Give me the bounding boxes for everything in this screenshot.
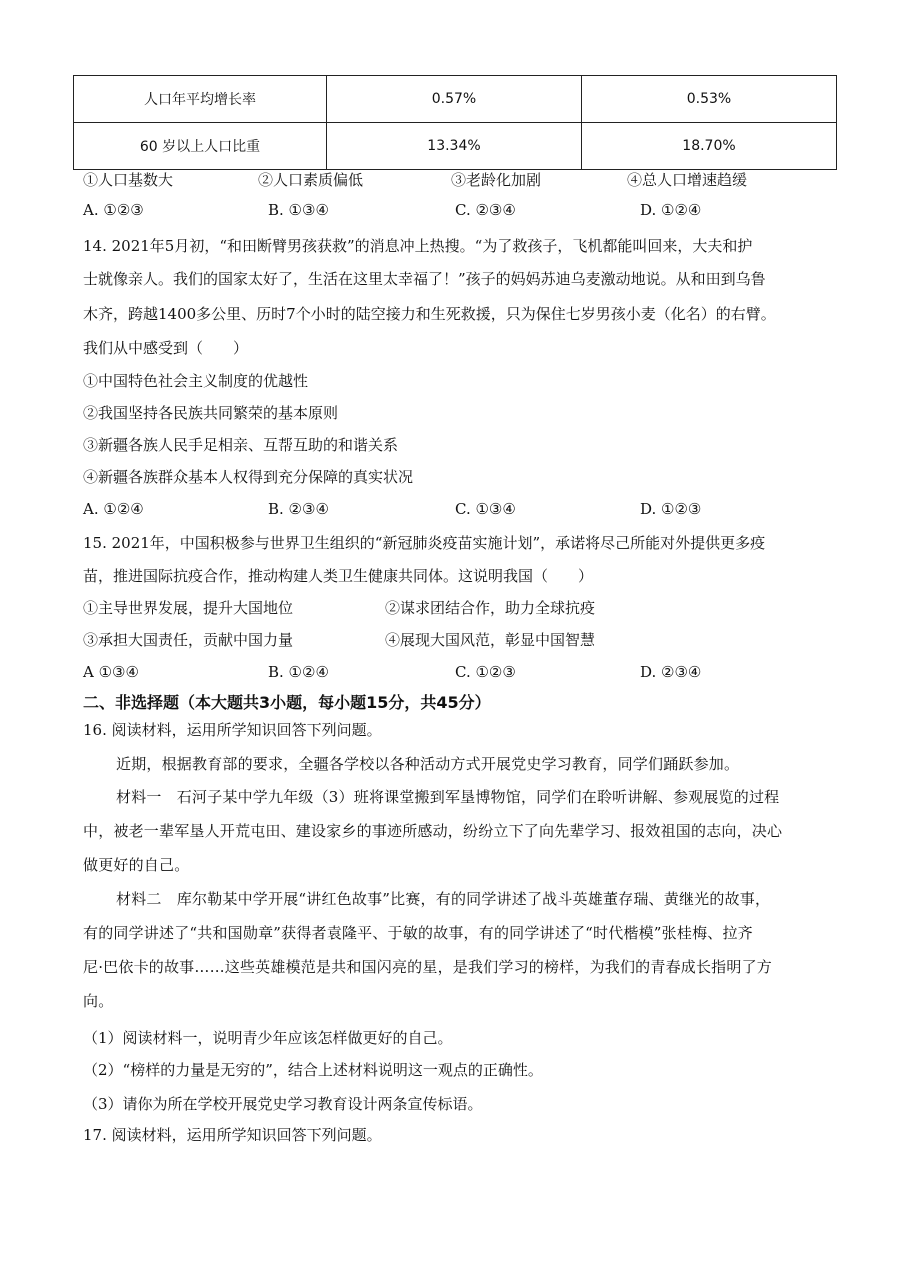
table-cell: 0.57% bbox=[327, 76, 582, 123]
q14-stem-line: 木齐，跨越1400多公里、历时7个小时的陆空接力和生死救援，只为保住七岁男孩小麦（化名）的右臂。 bbox=[83, 305, 776, 323]
q14-choice-b[interactable]: B. ②③④ bbox=[268, 500, 329, 518]
q13-item: ③老龄化加剧 bbox=[451, 171, 542, 189]
q14-item: ④新疆各族群众基本人权得到充分保障的真实状况 bbox=[83, 468, 414, 486]
q13-item: ②人口素质偏低 bbox=[258, 171, 364, 189]
material-one-line: 中，被老一辈军垦人开荒屯田、建设家乡的事迹所感动，纷纷立下了向先辈学习、报效祖国的志向，决心 bbox=[83, 822, 783, 840]
q16-subquestion: （3）请你为所在学校开展党史学习教育设计两条宣传标语。 bbox=[83, 1095, 483, 1113]
q15-choice-a[interactable]: A ①③④ bbox=[83, 663, 139, 681]
q15-stem-line: 苗，推进国际抗疫合作，推动构建人类卫生健康共同体。这说明我国（ ） bbox=[83, 567, 594, 585]
q17-stem: 17. 阅读材料，运用所学知识回答下列问题。 bbox=[83, 1126, 382, 1144]
table-cell: 0.53% bbox=[582, 76, 837, 123]
material-two-line: 材料二 库尔勒某中学开展“讲红色故事”比赛，有的同学讲述了战斗英雄董存瑞、黄继光的故事， bbox=[116, 890, 771, 908]
q16-intro: 近期，根据教育部的要求，全疆各学校以各种活动方式开展党史学习教育，同学们踊跃参加。 bbox=[116, 755, 740, 773]
q14-item: ①中国特色社会主义制度的优越性 bbox=[83, 372, 309, 390]
q13-choice-a[interactable]: A. ①②③ bbox=[83, 201, 144, 219]
table-cell: 18.70% bbox=[582, 123, 837, 170]
q14-choice-c[interactable]: C. ①③④ bbox=[455, 500, 516, 518]
table-cell: 人口年平均增长率 bbox=[74, 76, 327, 123]
q14-choice-a[interactable]: A. ①②④ bbox=[83, 500, 144, 518]
q16-stem: 16. 阅读材料，运用所学知识回答下列问题。 bbox=[83, 721, 382, 739]
q14-stem-line: 我们从中感受到（ ） bbox=[83, 339, 249, 357]
q14-stem-line: 士就像亲人。我们的国家太好了，生活在这里太幸福了！”孩子的妈妈苏迪乌麦激动地说。从和田到乌鲁 bbox=[83, 270, 766, 288]
q16-subquestion: （2）“榜样的力量是无穷的”，结合上述材料说明这一观点的正确性。 bbox=[83, 1061, 543, 1079]
q15-item: ①主导世界发展，提升大国地位 bbox=[83, 599, 294, 617]
q15-choice-b[interactable]: B. ①②④ bbox=[268, 663, 329, 681]
q16-subquestion: （1）阅读材料一，说明青少年应该怎样做更好的自己。 bbox=[83, 1029, 453, 1047]
material-two-line: 向。 bbox=[83, 992, 114, 1010]
q13-choice-d[interactable]: D. ①②④ bbox=[640, 201, 702, 219]
q14-item: ②我国坚持各民族共同繁荣的基本原则 bbox=[83, 404, 339, 422]
q15-choice-c[interactable]: C. ①②③ bbox=[455, 663, 516, 681]
material-one-line: 做更好的自己。 bbox=[83, 856, 190, 874]
q15-stem-line: 15. 2021年，中国积极参与世界卫生组织的“新冠肺炎疫苗实施计划”，承诺将尽己所能对外提供更多疫 bbox=[83, 534, 766, 552]
material-one-line: 材料一 石河子某中学九年级（3）班将课堂搬到军垦博物馆，同学们在聆听讲解、参观展览的过程 bbox=[116, 788, 780, 806]
material-two-line: 尼·巴依卡的故事……这些英雄模范是共和国闪亮的星，是我们学习的榜样，为我们的青春成长指明了方 bbox=[83, 958, 772, 976]
table-row bbox=[74, 123, 837, 170]
table-cell: 13.34% bbox=[327, 123, 582, 170]
q13-choice-c[interactable]: C. ②③④ bbox=[455, 201, 516, 219]
population-table bbox=[73, 75, 837, 170]
q13-choice-b[interactable]: B. ①③④ bbox=[268, 201, 329, 219]
table-row bbox=[74, 76, 837, 123]
q13-item: ①人口基数大 bbox=[83, 171, 174, 189]
q14-item: ③新疆各族人民手足相亲、互帮互助的和谐关系 bbox=[83, 436, 399, 454]
q15-item: ④展现大国风范，彰显中国智慧 bbox=[385, 631, 596, 649]
material-two-line: 有的同学讲述了“共和国勋章”获得者袁隆平、于敏的故事，有的同学讲述了“时代楷模”张桂梅、拉齐 bbox=[83, 924, 753, 942]
q15-item: ③承担大国责任，贡献中国力量 bbox=[83, 631, 294, 649]
section-heading: 二、非选择题（本大题共3小题，每小题15分，共45分） bbox=[83, 693, 491, 712]
q14-stem-line: 14. 2021年5月初，“和田断臂男孩获救”的消息冲上热搜。“为了救孩子，飞机都能叫回来，大夫和护 bbox=[83, 237, 753, 255]
table-cell: 60 岁以上人口比重 bbox=[74, 123, 327, 170]
q14-choice-d[interactable]: D. ①②③ bbox=[640, 500, 702, 518]
q13-item: ④总人口增速趋缓 bbox=[627, 171, 748, 189]
q15-choice-d[interactable]: D. ②③④ bbox=[640, 663, 702, 681]
q15-item: ②谋求团结合作，助力全球抗疫 bbox=[385, 599, 596, 617]
